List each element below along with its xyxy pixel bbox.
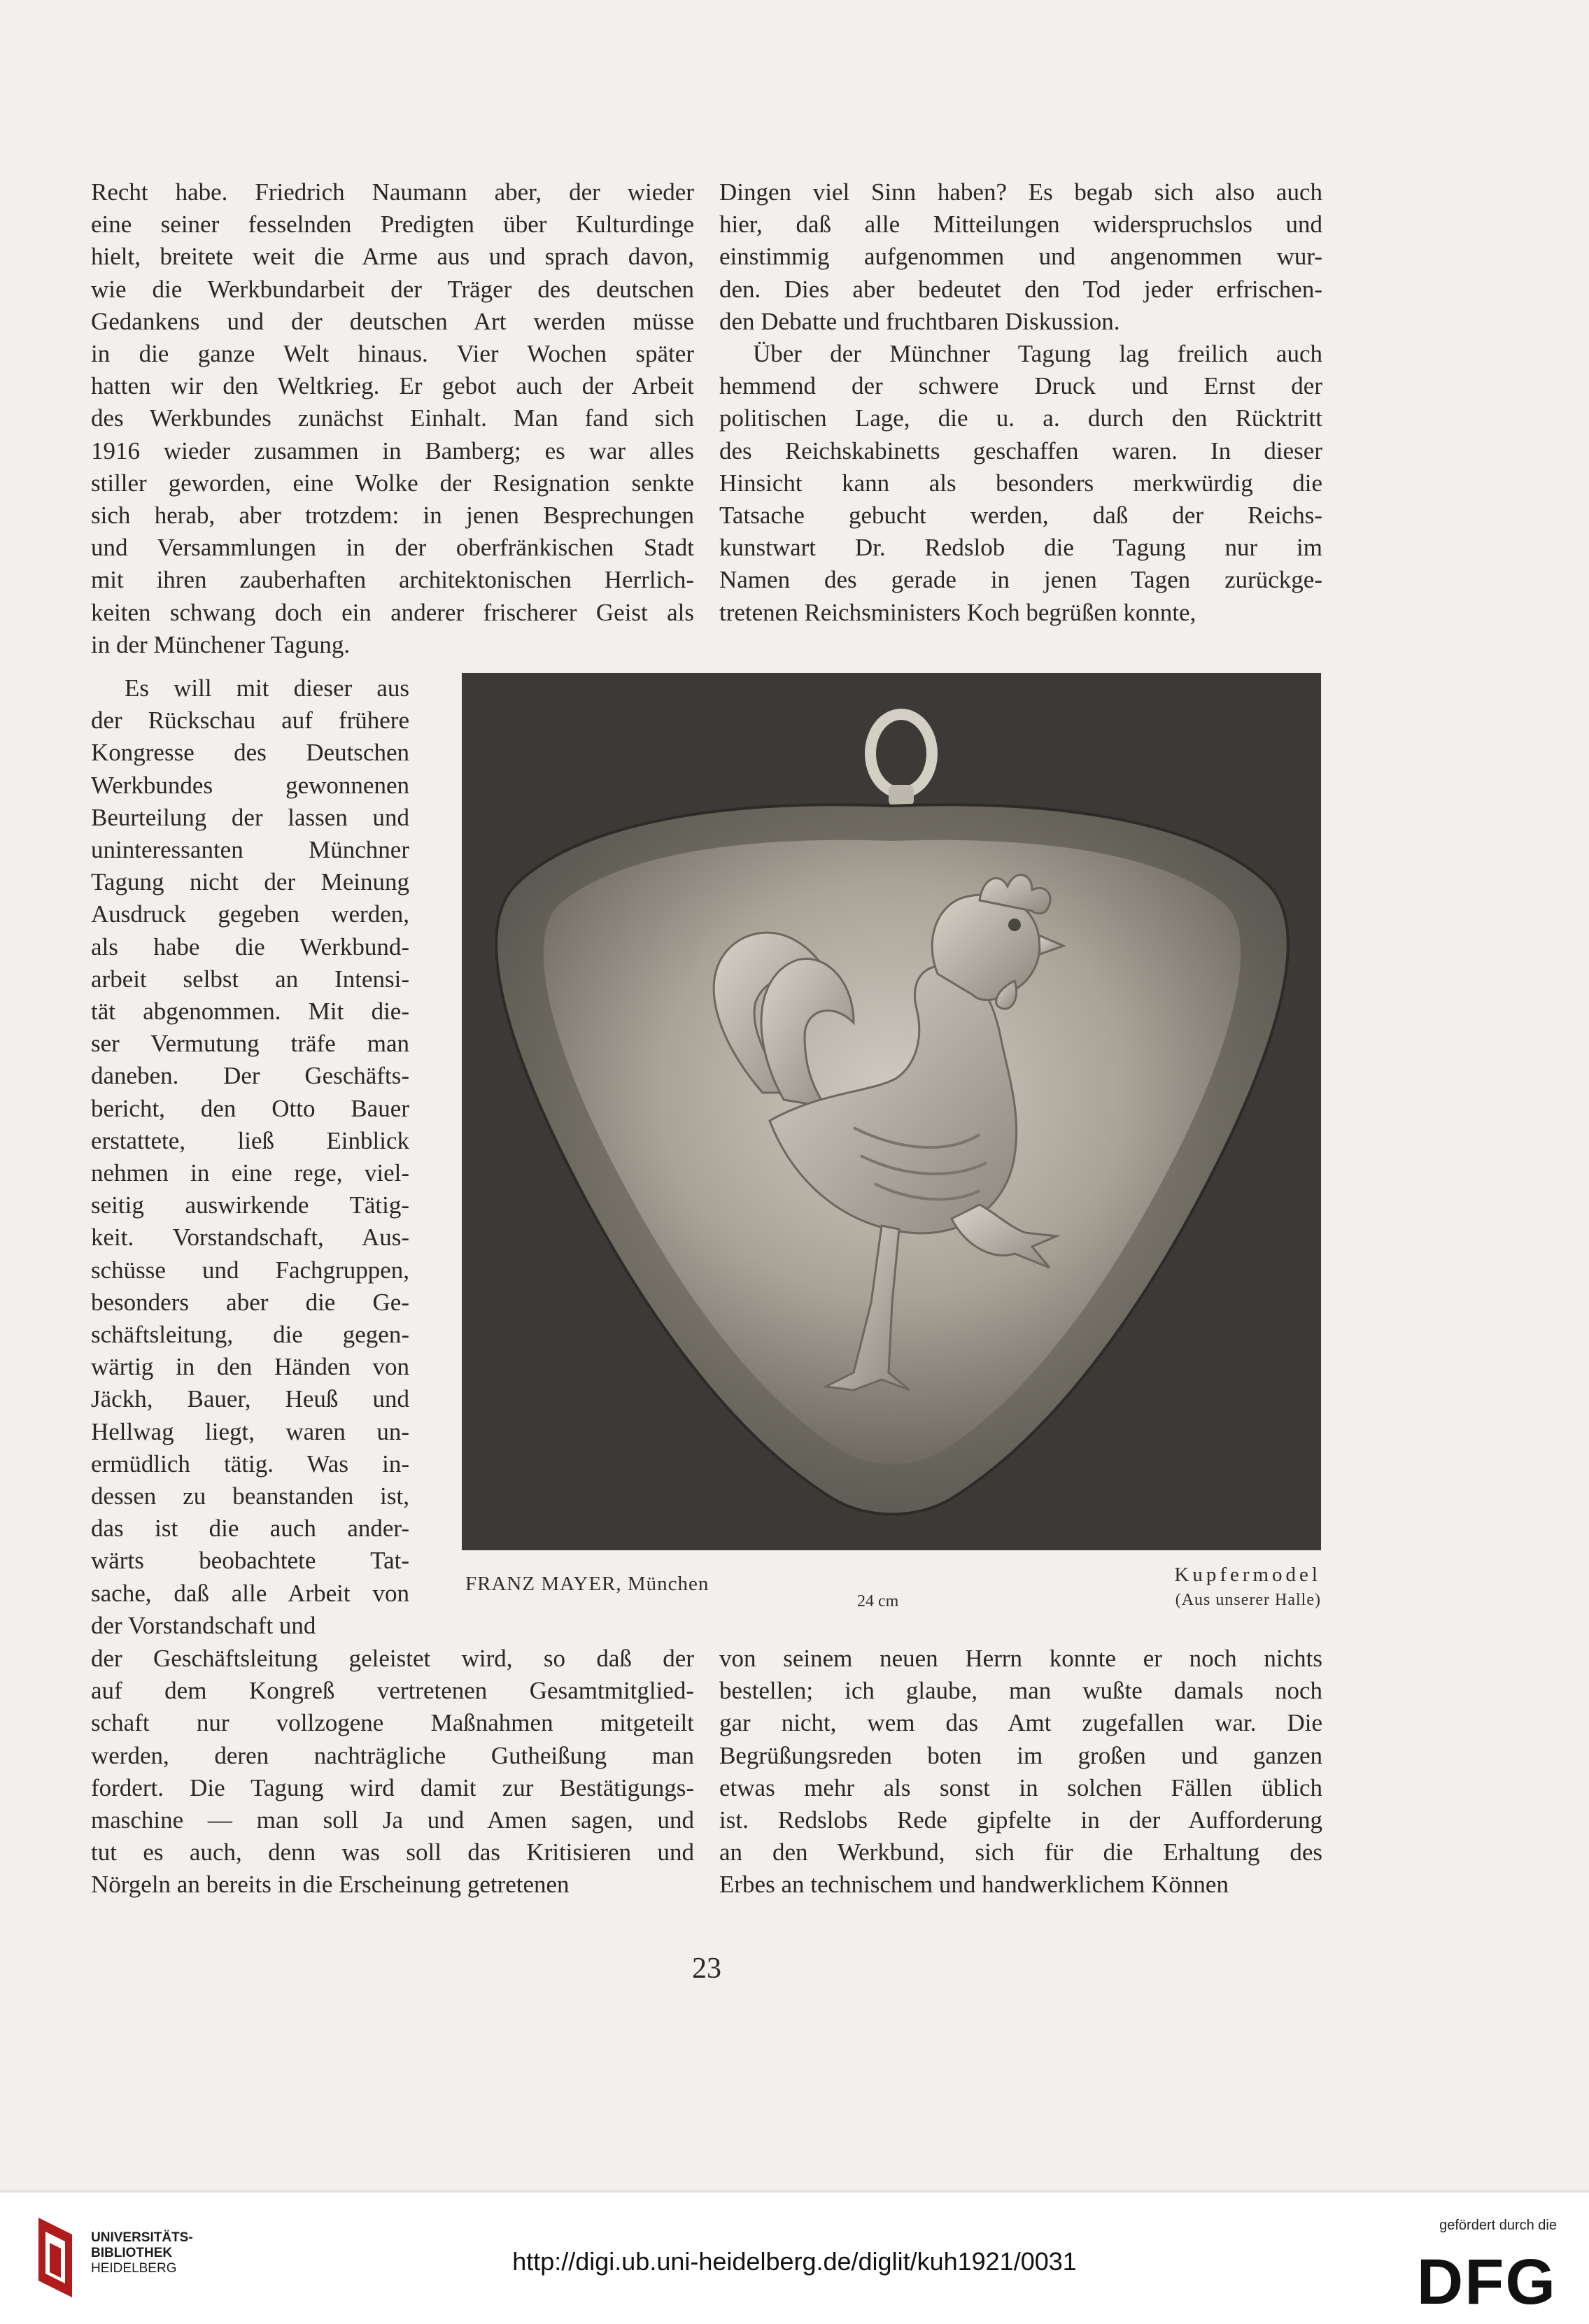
rooster-mold-illustration (462, 673, 1321, 1550)
text-line: Recht habe. Friedrich Naumann aber, der wieder (91, 178, 694, 206)
text-line: Begrüßungsreden boten im großen und ganzen (719, 1741, 1322, 1769)
text-line: politischen Lage, die u. a. durch den Rücktritt (719, 404, 1322, 432)
text-line: kunstwart Dr. Redslob die Tagung nur im (719, 534, 1322, 562)
text-line: und Versammlungen in der oberfränkischen Stadt (91, 534, 694, 562)
text-line: Gedankens und der deutschen Art werden müsse (91, 307, 694, 335)
text-line: erstattete, ließ Einblick (91, 1126, 409, 1154)
text-line: daneben. Der Geschäfts- (91, 1062, 409, 1090)
copper-mold-photograph (462, 673, 1321, 1550)
text-line: des Reichskabinetts geschaffen waren. In dieser (719, 437, 1322, 465)
digitization-footer (0, 2190, 1589, 2324)
text-line: gar nicht, wem das Amt zugefallen war. Die (719, 1709, 1322, 1737)
text-line: schaft nur vollzogene Maßnahmen mitgeteilt (91, 1709, 694, 1737)
text-line: Jäckh, Bauer, Heuß und (91, 1385, 409, 1413)
library-name-line1: UNIVERSITÄTS- (91, 2230, 193, 2245)
text-line: arbeit selbst an Intensi- (91, 965, 409, 993)
text-line: in der Münchener Tagung. (91, 630, 351, 658)
text-column-right-top (719, 176, 1322, 629)
text-line: an den Werkbund, sich für die Erhaltung des (719, 1838, 1322, 1866)
text-line: ist. Redslobs Rede gipfelte in der Aufforderung (719, 1806, 1322, 1834)
text-line: hemmend der schwere Druck und Ernst der (719, 372, 1322, 400)
text-line: der Rückschau auf frühere (91, 707, 409, 735)
text-line: bestellen; ich glaube, man wußte damals noch (719, 1677, 1322, 1705)
text-line: etwas mehr als sonst in solchen Fällen üblich (719, 1773, 1322, 1801)
text-line: wie die Werkbundarbeit der Träger des deutschen (91, 275, 694, 303)
text-line: Nörgeln an bereits in die Erscheinung getretenen (91, 1871, 570, 1899)
text-line: wärts beobachtete Tat- (91, 1547, 409, 1575)
text-line: hatten wir den Weltkrieg. Er gebot auch der Arbeit (91, 372, 694, 400)
text-line: in die ganze Welt hinaus. Vier Wochen später (91, 340, 694, 368)
dfg-logo: DFG (1416, 2246, 1557, 2318)
text-line: Ausdruck gegeben werden, (91, 900, 409, 928)
figure-size-caption: 24 cm (857, 1592, 899, 1610)
text-line: besonders aber die Ge- (91, 1288, 409, 1316)
text-line: als habe die Werkbund- (91, 933, 409, 961)
text-line: seitig auswirkende Tätig- (91, 1191, 409, 1219)
text-line: schüsse und Fachgruppen, (91, 1256, 409, 1284)
text-line: Hellwag liegt, waren un- (91, 1417, 409, 1445)
text-line: maschine — man soll Ja und Amen sagen, und (91, 1806, 694, 1834)
figure-artist-caption: FRANZ MAYER, München (465, 1573, 709, 1595)
text-line: ermüdlich tätig. Was in- (91, 1450, 409, 1478)
text-line: tretenen Reichsministers Koch begrüßen konnte, (719, 598, 1196, 626)
text-line: Dingen viel Sinn haben? Es begab sich also auch (719, 178, 1322, 206)
text-line: Über der Münchner Tagung lag freilich auch (753, 340, 1322, 368)
text-line: keit. Vorstandschaft, Aus- (91, 1224, 409, 1252)
text-line: fordert. Die Tagung wird damit zur Bestätigungs- (91, 1773, 694, 1801)
text-line: keiten schwang doch ein anderer frischerer Geist als (91, 598, 694, 626)
text-line: der Vorstandschaft und (91, 1611, 316, 1639)
text-line: des Werkbundes zunächst Einhalt. Man fand sich (91, 404, 694, 432)
text-line: eine seiner fesselnden Predigten über Kulturdinge (91, 211, 694, 239)
figure-source-caption: (Aus unserer Halle) (1175, 1591, 1321, 1609)
text-line: nehmen in eine rege, viel- (91, 1159, 409, 1187)
text-line: Erbes an technischem und handwerklichem Können (719, 1871, 1229, 1899)
text-line: schäftsleitung, die gegen- (91, 1321, 409, 1349)
text-line: Namen des gerade in jenen Tagen zurückge- (719, 566, 1322, 594)
text-line: der Geschäftsleitung geleistet wird, so daß der (91, 1645, 694, 1672)
text-line: stiller geworden, eine Wolke der Resignation senkte (91, 469, 694, 497)
text-line: auf dem Kongreß vertretenen Gesamtmitglied- (91, 1677, 694, 1705)
text-line: einstimmig aufgenommen und angenommen wur- (719, 243, 1322, 271)
text-line: Hinsicht kann als besonders merkwürdig die (719, 469, 1322, 497)
text-line: Beurteilung der lassen und (91, 803, 409, 831)
text-line: Kongresse des Deutschen (91, 739, 409, 767)
text-line: dessen zu beanstanden ist, (91, 1482, 409, 1510)
page-number: 23 (692, 1953, 721, 1985)
text-line: Werkbundes gewonnenen (91, 771, 409, 799)
text-line: 1916 wieder zusammen in Bamberg; es war alles (91, 437, 694, 465)
library-name-line2: BIBLIOTHEK (91, 2246, 173, 2260)
text-line: von seinem neuen Herrn konnte er noch nichts (719, 1645, 1322, 1672)
text-line: bericht, den Otto Bauer (91, 1094, 409, 1122)
text-line: hielt, breitete weit die Arme aus und sprach davon, (91, 243, 694, 271)
text-line: Es will mit dieser aus (125, 674, 409, 702)
text-line: tät abgenommen. Mit die- (91, 998, 409, 1026)
funding-label: gefördert durch die (1439, 2218, 1557, 2233)
text-line: werden, deren nachträgliche Gutheißung man (91, 1741, 694, 1769)
text-line: mit ihren zauberhaften architektonischen Herrlich- (91, 566, 694, 594)
library-name-line3: HEIDELBERG (91, 2261, 177, 2276)
text-line: das ist die auch ander- (91, 1515, 409, 1543)
text-line: ser Vermutung träfe man (91, 1030, 409, 1058)
text-line: sich herab, aber trotzdem: in jenen Besprechungen (91, 502, 694, 530)
text-line: Tagung nicht der Meinung (91, 868, 409, 896)
text-column-right-bottom (719, 1643, 1322, 1901)
text-line: hier, daß alle Mitteilungen widerspruchslos und (719, 211, 1322, 239)
permalink-url[interactable]: http://digi.ub.uni-heidelberg.de/diglit/kuh1921/0031 (512, 2247, 1077, 2276)
text-line: den. Dies aber bedeutet den Tod jeder erfrischen- (719, 275, 1322, 303)
text-line: wärtig in den Händen von (91, 1353, 409, 1381)
text-column-left-bottom (91, 1643, 694, 1901)
text-line: tut es auch, denn was soll das Kritisieren und (91, 1838, 694, 1866)
text-line: uninteressanten Münchner (91, 836, 409, 864)
text-line: Tatsache gebucht werden, daß der Reichs- (719, 502, 1322, 530)
text-column-left-top (91, 176, 694, 661)
text-column-left-narrow (91, 672, 409, 1642)
rooster-eye (1008, 919, 1021, 931)
text-line: sache, daß alle Arbeit von (91, 1579, 409, 1607)
figure-title-caption: Kupfermodel (1174, 1564, 1321, 1586)
text-line: den Debatte und fruchtbaren Diskussion. (719, 307, 1120, 335)
footer-divider (0, 2190, 1589, 2192)
